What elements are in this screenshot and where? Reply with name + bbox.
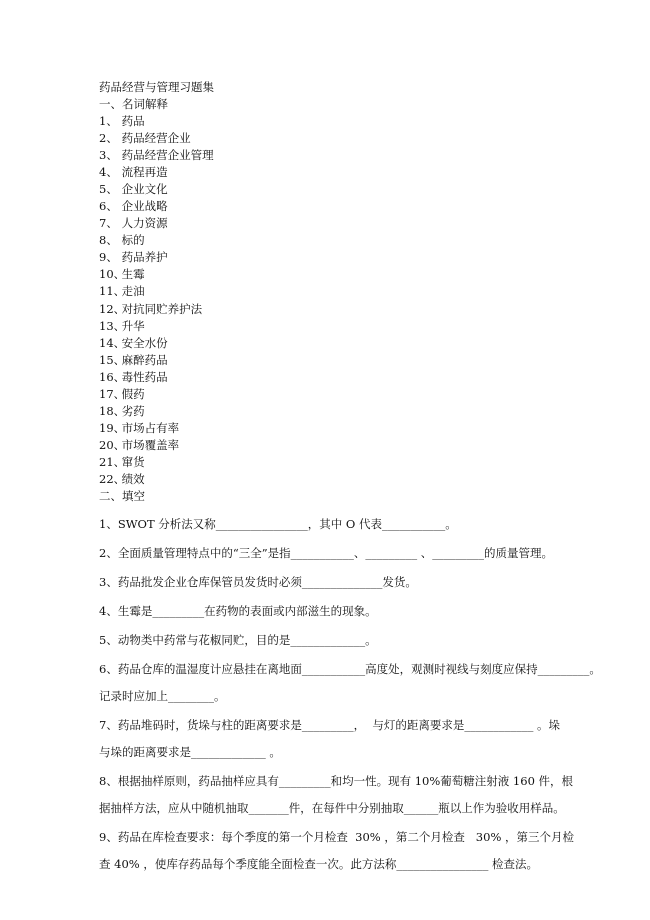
term-number: 14、 — [99, 335, 126, 350]
term-text: 生霉 — [121, 267, 145, 282]
term-number: 21、 — [99, 454, 126, 469]
term-text: 药品 — [121, 114, 145, 128]
document-title: 药品经营与管理习题集 — [99, 80, 214, 94]
fill-blank-question — [99, 768, 619, 822]
question-line: 8、根据抽样原则，药品抽样应具有_________和均一性。现有 10%葡萄糖注射液 160 件，根 — [99, 774, 574, 789]
question-line: 记录时应加上________。 — [99, 689, 226, 704]
question-line: 与垛的距离要求是_____________ 。 — [99, 745, 281, 760]
term-text: 企业文化 — [121, 182, 168, 197]
term-text: 走油 — [121, 284, 145, 299]
term-item — [99, 198, 619, 215]
term-number: 19、 — [99, 420, 126, 435]
term-number: 22、 — [99, 471, 126, 486]
term-number: 8、 — [99, 233, 118, 248]
term-item — [99, 130, 619, 147]
term-item — [99, 420, 619, 437]
term-item — [99, 113, 619, 130]
term-item — [99, 335, 619, 352]
term-number: 4、 — [99, 165, 118, 180]
term-item — [99, 454, 619, 471]
term-item — [99, 249, 619, 266]
term-item — [99, 352, 619, 369]
fill-blank-question — [99, 712, 619, 766]
term-text: 毒性药品 — [121, 369, 168, 384]
term-text: 药品经营企业 — [121, 131, 191, 146]
question-line: 5、动物类中药常与花椒同贮，目的是_____________。 — [99, 633, 377, 648]
question-line: 据抽样方法，应从中随机抽取_______件，在每件中分别抽取______瓶以上作为验收用样品。 — [99, 801, 565, 816]
fill-blank-question — [99, 511, 619, 538]
term-number: 15、 — [99, 352, 126, 367]
term-item — [99, 301, 619, 318]
term-number: 6、 — [99, 199, 118, 214]
term-number: 1、 — [99, 114, 118, 128]
term-number: 2、 — [99, 131, 118, 146]
term-number: 7、 — [99, 216, 118, 231]
term-text: 对抗同贮养护法 — [121, 301, 203, 316]
fill-blank-question — [99, 627, 619, 654]
term-item — [99, 181, 619, 198]
term-item — [99, 471, 619, 488]
term-text: 安全水份 — [121, 335, 168, 350]
term-item — [99, 232, 619, 249]
section-heading-fill-blanks: 二、填空 — [99, 489, 145, 504]
term-item — [99, 403, 619, 420]
term-text: 市场占有率 — [121, 420, 180, 435]
term-number: 16、 — [99, 369, 126, 384]
term-text: 药品经营企业管理 — [121, 148, 214, 163]
question-line: 7、药品堆码时，货垛与柱的距离要求是_________， 与灯的距离要求是____________ 。垛 — [99, 718, 561, 733]
term-item — [99, 369, 619, 386]
term-item — [99, 437, 619, 454]
fill-blank-question — [99, 656, 619, 710]
term-text: 流程再造 — [121, 165, 168, 180]
term-number: 18、 — [99, 403, 126, 418]
question-line: 查 40% ，使库存药品每个季度能全面检查一次。此方法称________________ 检查法。 — [99, 857, 539, 872]
term-text: 市场覆盖率 — [121, 437, 180, 452]
term-number: 20、 — [99, 437, 126, 452]
term-item — [99, 318, 619, 335]
section-heading-definitions: 一、名词解释 — [99, 97, 168, 111]
term-number: 17、 — [99, 386, 126, 401]
term-number: 11、 — [99, 284, 126, 299]
term-text: 窜货 — [121, 454, 145, 469]
term-item — [99, 147, 619, 164]
term-item — [99, 386, 619, 403]
term-number: 13、 — [99, 318, 126, 333]
term-text: 人力资源 — [121, 216, 168, 231]
question-line: 4、生霉是_________在药物的表面或内部滋生的现象。 — [99, 604, 377, 619]
fill-blank-question — [99, 540, 619, 567]
term-text: 麻醉药品 — [121, 352, 168, 367]
question-line: 3、药品批发企业仓库保管员发货时必须______________发货。 — [99, 575, 417, 590]
question-line: 2、全面质量管理特点中的“三全”是指___________、_________ 、_________的质量管理。 — [99, 546, 553, 561]
term-item — [99, 266, 619, 283]
question-line: 1、SWOT 分析法又称________________，其中 O 代表___________。 — [99, 517, 457, 532]
fill-blank-question — [99, 598, 619, 625]
term-number: 10、 — [99, 267, 126, 282]
term-number: 12、 — [99, 301, 126, 316]
term-item — [99, 215, 619, 232]
term-text: 标的 — [121, 233, 145, 248]
term-item — [99, 164, 619, 181]
document-body — [99, 79, 619, 878]
term-number: 5、 — [99, 182, 118, 197]
fill-blank-question — [99, 569, 619, 596]
question-line: 9、药品在库检查要求：每个季度的第一个月检查 30% ，第二个月检查 30% ，第三个月检 — [99, 830, 575, 845]
fill-blank-question — [99, 824, 619, 878]
term-text: 绩效 — [121, 471, 145, 486]
term-item — [99, 283, 619, 300]
term-text: 药品养护 — [121, 250, 168, 265]
terms-list — [99, 113, 619, 488]
term-text: 劣药 — [121, 403, 145, 418]
term-number: 3、 — [99, 148, 118, 163]
term-text: 企业战略 — [121, 199, 168, 214]
term-text: 升华 — [121, 318, 145, 333]
term-number: 9、 — [99, 250, 118, 265]
fill-blank-questions — [99, 511, 619, 878]
question-line: 6、药品仓库的温湿度计应悬挂在离地面___________高度处，观测时视线与刻度应保持_________。 — [99, 662, 601, 677]
term-text: 假药 — [121, 386, 145, 401]
